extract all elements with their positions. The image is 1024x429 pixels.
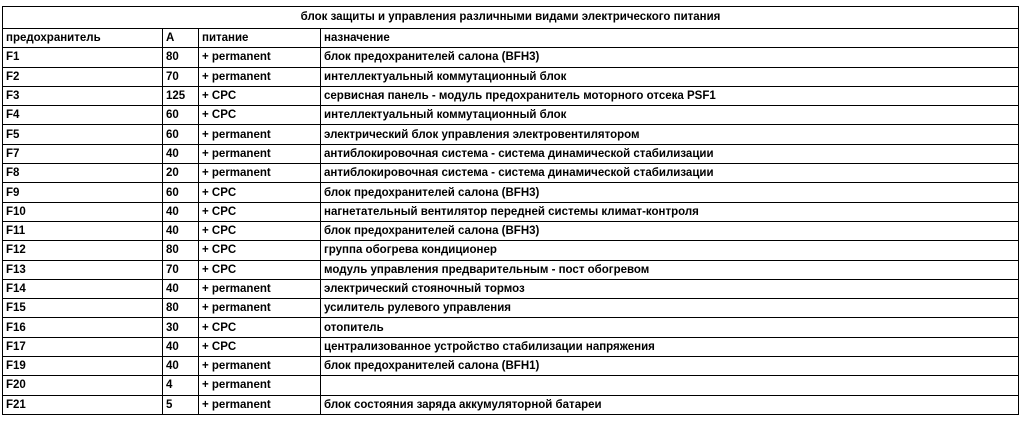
cell-purpose: централизованное устройство стабилизации напряжения: [321, 337, 1019, 356]
cell-fuse: F21: [3, 395, 163, 414]
cell-power: + CPC: [199, 260, 321, 279]
table-row: [3, 144, 1019, 163]
table-row: [3, 202, 1019, 221]
header-purpose: назначение: [321, 29, 1019, 48]
cell-amps: 80: [163, 241, 199, 260]
header-amps: A: [163, 29, 199, 48]
cell-purpose: модуль управления предварительным - пост обогревом: [321, 260, 1019, 279]
cell-power: + permanent: [199, 144, 321, 163]
table-row: [3, 357, 1019, 376]
cell-amps: 40: [163, 337, 199, 356]
table-row: [3, 241, 1019, 260]
cell-amps: 20: [163, 164, 199, 183]
title-row: [3, 7, 1019, 29]
cell-purpose: интеллектуальный коммутационный блок: [321, 106, 1019, 125]
table-row: [3, 125, 1019, 144]
cell-power: + permanent: [199, 299, 321, 318]
cell-amps: 40: [163, 221, 199, 240]
cell-amps: 40: [163, 202, 199, 221]
cell-fuse: F17: [3, 337, 163, 356]
cell-power: + permanent: [199, 164, 321, 183]
cell-amps: 70: [163, 260, 199, 279]
table-row: [3, 318, 1019, 337]
cell-power: + permanent: [199, 279, 321, 298]
fuse-table-container: [2, 6, 1018, 415]
cell-amps: 4: [163, 376, 199, 395]
cell-amps: 40: [163, 279, 199, 298]
fuse-table: [2, 6, 1019, 415]
cell-purpose: усилитель рулевого управления: [321, 299, 1019, 318]
cell-power: + CPC: [199, 337, 321, 356]
table-row: [3, 86, 1019, 105]
table-row: [3, 299, 1019, 318]
cell-amps: 80: [163, 48, 199, 67]
cell-purpose: блок состояния заряда аккумуляторной батареи: [321, 395, 1019, 414]
cell-power: + CPC: [199, 318, 321, 337]
cell-power: + CPC: [199, 202, 321, 221]
cell-fuse: F1: [3, 48, 163, 67]
cell-fuse: F19: [3, 357, 163, 376]
cell-fuse: F9: [3, 183, 163, 202]
cell-purpose: [321, 376, 1019, 395]
table-row: [3, 106, 1019, 125]
cell-fuse: F4: [3, 106, 163, 125]
cell-fuse: F2: [3, 67, 163, 86]
table-row: [3, 67, 1019, 86]
cell-purpose: антиблокировочная система - система динамической стабилизации: [321, 164, 1019, 183]
cell-amps: 60: [163, 125, 199, 144]
cell-amps: 40: [163, 357, 199, 376]
cell-power: + permanent: [199, 376, 321, 395]
cell-fuse: F7: [3, 144, 163, 163]
header-fuse: предохранитель: [3, 29, 163, 48]
cell-fuse: F13: [3, 260, 163, 279]
cell-amps: 125: [163, 86, 199, 105]
cell-fuse: F5: [3, 125, 163, 144]
cell-power: + CPC: [199, 106, 321, 125]
cell-purpose: сервисная панель - модуль предохранитель моторного отсека PSF1: [321, 86, 1019, 105]
cell-amps: 80: [163, 299, 199, 318]
cell-fuse: F3: [3, 86, 163, 105]
cell-purpose: электрический стояночный тормоз: [321, 279, 1019, 298]
cell-amps: 70: [163, 67, 199, 86]
cell-power: + permanent: [199, 67, 321, 86]
cell-amps: 60: [163, 106, 199, 125]
cell-fuse: F14: [3, 279, 163, 298]
table-row: [3, 183, 1019, 202]
table-row: [3, 221, 1019, 240]
cell-purpose: блок предохранителей салона (BFH3): [321, 183, 1019, 202]
table-row: [3, 376, 1019, 395]
cell-purpose: интеллектуальный коммутационный блок: [321, 67, 1019, 86]
table-row: [3, 48, 1019, 67]
cell-fuse: F16: [3, 318, 163, 337]
cell-purpose: отопитель: [321, 318, 1019, 337]
header-row: [3, 29, 1019, 48]
table-row: [3, 337, 1019, 356]
cell-power: + permanent: [199, 125, 321, 144]
table-row: [3, 395, 1019, 414]
cell-amps: 40: [163, 144, 199, 163]
cell-amps: 60: [163, 183, 199, 202]
cell-amps: 30: [163, 318, 199, 337]
cell-power: + permanent: [199, 357, 321, 376]
cell-purpose: блок предохранителей салона (BFH3): [321, 221, 1019, 240]
cell-fuse: F15: [3, 299, 163, 318]
cell-fuse: F20: [3, 376, 163, 395]
cell-amps: 5: [163, 395, 199, 414]
cell-purpose: нагнетательный вентилятор передней системы климат-контроля: [321, 202, 1019, 221]
cell-fuse: F11: [3, 221, 163, 240]
cell-purpose: антиблокировочная система - система динамической стабилизации: [321, 144, 1019, 163]
cell-power: + permanent: [199, 395, 321, 414]
cell-power: + CPC: [199, 86, 321, 105]
cell-purpose: блок предохранителей салона (BFH1): [321, 357, 1019, 376]
cell-power: + CPC: [199, 221, 321, 240]
header-power: питание: [199, 29, 321, 48]
table-row: [3, 164, 1019, 183]
cell-purpose: электрический блок управления электровентилятором: [321, 125, 1019, 144]
cell-power: + CPC: [199, 183, 321, 202]
cell-power: + permanent: [199, 48, 321, 67]
cell-fuse: F12: [3, 241, 163, 260]
table-title: блок защиты и управления различными видами электрического питания: [3, 7, 1019, 29]
cell-purpose: группа обогрева кондиционер: [321, 241, 1019, 260]
cell-power: + CPC: [199, 241, 321, 260]
table-row: [3, 260, 1019, 279]
cell-fuse: F10: [3, 202, 163, 221]
cell-fuse: F8: [3, 164, 163, 183]
cell-purpose: блок предохранителей салона (BFH3): [321, 48, 1019, 67]
table-row: [3, 279, 1019, 298]
